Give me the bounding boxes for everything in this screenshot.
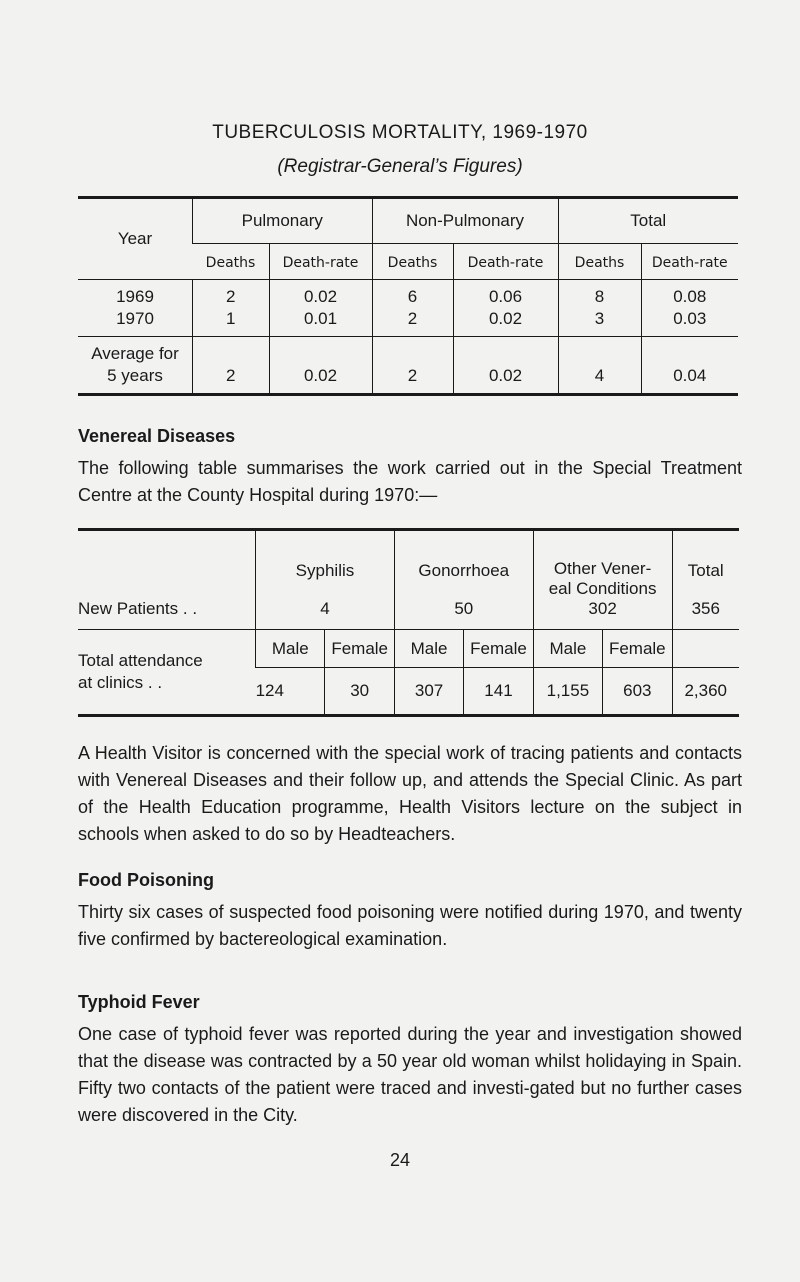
data-cell: 0.02: [488, 309, 523, 328]
venereal-heading: Venereal Diseases: [78, 426, 236, 446]
data-cell: 3: [594, 309, 605, 328]
venereal-table: [78, 528, 739, 717]
syphilis-label: Syphilis: [295, 561, 355, 580]
sub-header: Deaths: [574, 254, 625, 271]
subtitle-text: (Registrar-General’s Figures): [277, 156, 523, 177]
data-cell: 2: [226, 287, 236, 306]
total-cell: [672, 530, 739, 630]
page-title: TUBERCULOSIS MORTALITY, 1969-1970: [212, 122, 588, 143]
food-heading: Food Poisoning: [78, 870, 214, 890]
food-paragraph: Thirty six cases of suspected food poisoning were notified during 1970, and twenty five confirmed by bactereological examination.: [78, 902, 742, 949]
data-cell: 1: [226, 309, 236, 328]
group-header-non-pulmonary: Non-Pulmonary: [372, 198, 558, 244]
gonorrhoea-value: 50: [454, 599, 474, 618]
new-patients-label: New Patients . .: [78, 530, 256, 630]
data-cell: 6: [407, 287, 418, 306]
group-header-total: Total: [558, 198, 738, 244]
data-cell: 2: [407, 309, 418, 328]
total-label: Total: [687, 561, 724, 580]
average-label: Average for: [91, 344, 179, 363]
average-label: 5 years: [107, 366, 163, 385]
data-cell: 141: [464, 668, 533, 716]
total-value: 356: [691, 599, 720, 618]
venereal-intro: [78, 455, 742, 509]
sub-header: Deaths: [387, 254, 438, 271]
data-cell: 1,155: [533, 668, 602, 716]
data-cell: 0.06: [488, 287, 523, 306]
table-row: [78, 280, 738, 337]
data-cell: 0.02: [303, 287, 338, 306]
data-cell: 2: [407, 366, 418, 385]
gonorrhoea-label: Gonorrhoea: [418, 561, 510, 580]
page-number: 24: [389, 1150, 411, 1170]
sex-header: Female: [464, 630, 533, 668]
year-cell: 1969: [116, 287, 154, 306]
data-cell: 0.01: [303, 309, 338, 328]
data-cell: 307: [394, 668, 463, 716]
group-header-pulmonary: Pulmonary: [193, 198, 373, 244]
sub-header: Death-rate: [282, 254, 359, 271]
data-cell: 0.02: [303, 366, 338, 385]
attendance-label: Total attendance: [78, 651, 203, 670]
sex-header: Female: [325, 630, 394, 668]
year-cell: 1970: [116, 309, 154, 328]
data-cell: 8: [594, 287, 605, 306]
sex-header: Male: [394, 630, 463, 668]
data-cell: 124: [256, 668, 325, 716]
new-patients-row: [78, 530, 739, 630]
syphilis-cell: [256, 530, 395, 630]
data-cell: 0.03: [673, 309, 707, 328]
data-cell: 4: [594, 366, 605, 385]
venereal-paragraph: A Health Visitor is concerned with the special work of tracing patients and contacts with Venereal Diseases and their follow up, and attends the Special Clinic. As part of the Health Education programme, Health Visitors lecture on the subject in schools when asked to do so by Headteachers.: [78, 743, 742, 844]
sex-header: Male: [533, 630, 602, 668]
sub-header: Death-rate: [467, 254, 544, 271]
tuberculosis-table: [78, 196, 738, 396]
data-cell: 2: [226, 366, 236, 385]
typhoid-heading: Typhoid Fever: [78, 992, 200, 1012]
gonorrhoea-cell: [394, 530, 533, 630]
other-label: Other Vener-: [553, 559, 652, 578]
other-conditions-cell: [533, 530, 672, 630]
data-cell: 0.02: [488, 366, 523, 385]
other-label: eal Conditions: [548, 579, 657, 598]
data-cell: 2,360: [672, 668, 739, 716]
sex-header: Female: [603, 630, 672, 668]
attendance-label: at clinics . .: [78, 673, 163, 692]
data-cell: 30: [325, 668, 394, 716]
syphilis-value: 4: [320, 599, 330, 618]
year-header: Year: [78, 198, 193, 280]
sex-header: Male: [256, 630, 325, 668]
venereal-intro-text: The following table summarises the work carried out in the Special Treatment Centre at the County Hospital during 1970:—: [78, 458, 742, 505]
data-cell: 0.08: [673, 287, 707, 306]
typhoid-paragraph: One case of typhoid fever was reported during the year and investigation showed that the disease was contracted by a 50 year old woman whilst holidaying in Spain. Fifty two contacts of the patient were traced and investi-gated but no further cases were discovered in the City.: [78, 1024, 742, 1125]
page-subtitle: [0, 156, 800, 178]
sub-header: Death-rate: [651, 254, 728, 271]
table-row-average: [78, 337, 738, 395]
data-cell: 0.04: [673, 366, 707, 385]
data-cell: 603: [603, 668, 672, 716]
sex-header-row: [78, 630, 739, 668]
sub-header: Deaths: [205, 254, 256, 271]
other-value: 302: [588, 599, 617, 618]
